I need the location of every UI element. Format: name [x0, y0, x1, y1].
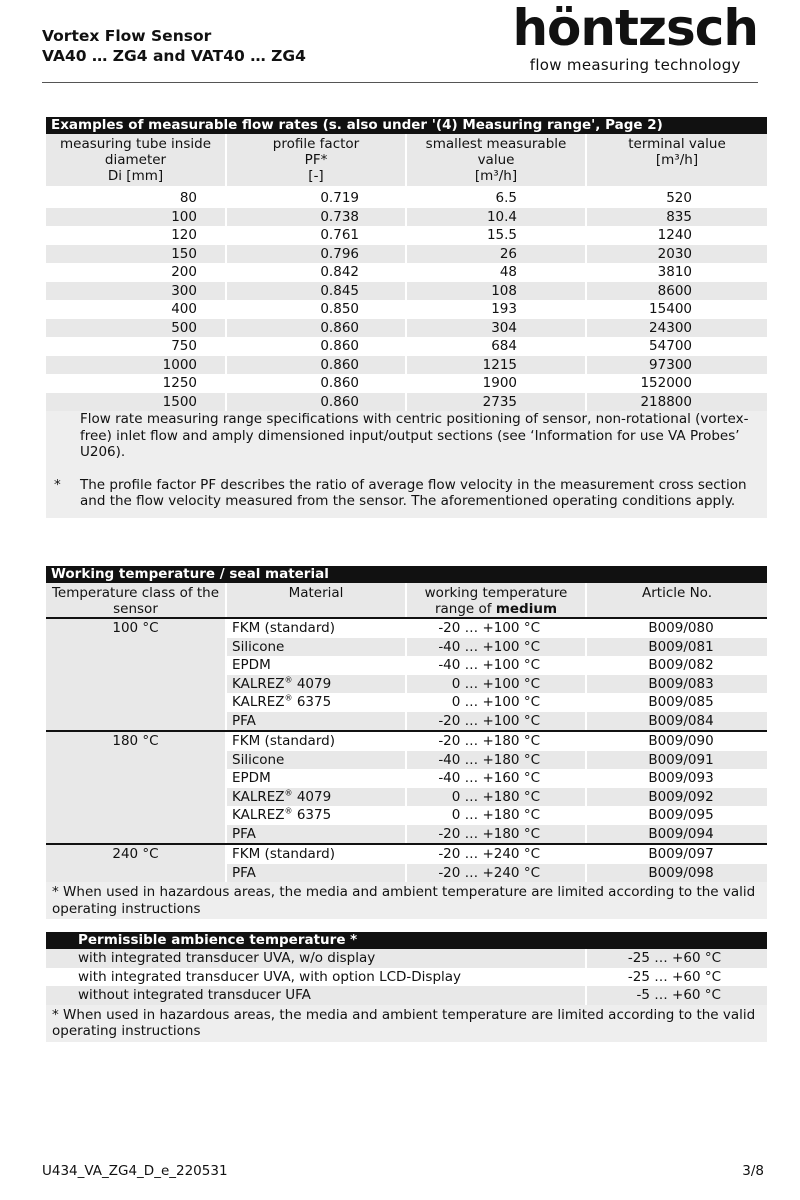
- ambient-table-body: [46, 949, 767, 1005]
- cell-material: Silicone: [227, 751, 407, 770]
- cell-profile-factor: 0.842: [227, 263, 407, 282]
- material-name: KALREZ: [232, 807, 285, 823]
- cell-smallest-value: 48: [407, 263, 587, 282]
- table-row: [227, 712, 767, 731]
- cell-terminal-value: 2030: [657, 245, 692, 262]
- cell-material: [227, 693, 407, 712]
- cell-ambient-range: -25 … +60 °C: [627, 968, 721, 985]
- cell-temperature-class: 240 °C: [46, 845, 227, 882]
- material-name: KALREZ: [232, 675, 285, 692]
- table-row: [227, 864, 767, 883]
- header-temperature-class: Temperature class of the sensor: [46, 583, 227, 617]
- cell-smallest-value: 1215: [407, 356, 587, 375]
- page-number: 3/8: [742, 1163, 764, 1179]
- cell-article-no: B009/092: [648, 788, 714, 805]
- cell-temperature-range: -20 … +100 °C: [407, 712, 587, 731]
- flow-note-1: Flow rate measuring range specifications with centric positioning of sensor, non-rotational (vortex-free) inlet flow and amply dimensioned input/output sections (see ‘Information for use VA Probes’ U206).: [80, 411, 749, 460]
- document-title: [42, 26, 306, 66]
- cell-temperature-range: 0 … +100 °C: [407, 693, 587, 712]
- cell-temperature-range: -40 … +180 °C: [407, 751, 587, 770]
- header-working-temperature: working temperature range of medium: [407, 583, 587, 617]
- table-row: [46, 968, 767, 987]
- table-row: [46, 374, 767, 393]
- cell-article-no: B009/093: [648, 770, 714, 786]
- cell-diameter: 750: [46, 337, 227, 356]
- flow-table-notes: [46, 411, 767, 518]
- temp-table-note: * When used in hazardous areas, the media and ambient temperature are limited according to the valid operating instructions: [46, 882, 767, 919]
- header-divider: [42, 82, 758, 83]
- cell-article-no: B009/084: [648, 712, 714, 729]
- working-temperature-table: [46, 566, 767, 919]
- flow-note-2: The profile factor PF describes the ratio of average flow velocity in the measurement cross section and the flow velocity measured from the sensor. The aforementioned operating conditions apply.: [80, 476, 747, 509]
- table-row: [46, 282, 767, 301]
- header-smallest-value: smallest measurable value [m³/h]: [407, 134, 587, 186]
- table-row: [227, 825, 767, 844]
- header-profile-factor: profile factor PF* [-]: [227, 134, 407, 186]
- material-grade: 6375: [292, 807, 332, 823]
- header-material: Material: [227, 583, 407, 617]
- cell-smallest-value: 2735: [407, 393, 587, 412]
- cell-material: PFA: [227, 712, 407, 731]
- cell-article-no: B009/094: [648, 825, 714, 842]
- logo-wordmark: höntzsch: [512, 0, 758, 57]
- cell-diameter: 500: [46, 319, 227, 338]
- document-id: U434_VA_ZG4_D_e_220531: [42, 1163, 228, 1179]
- cell-temperature-range: -20 … +100 °C: [407, 619, 587, 638]
- registered-mark: ®: [284, 806, 293, 816]
- cell-ambient-range: -25 … +60 °C: [627, 950, 721, 966]
- cell-smallest-value: 10.4: [407, 208, 587, 227]
- cell-smallest-value: 193: [407, 300, 587, 319]
- cell-article-no: B009/090: [648, 733, 714, 749]
- cell-article-no: B009/083: [648, 675, 714, 692]
- title-line-1: Vortex Flow Sensor: [42, 27, 212, 45]
- table-row: [227, 788, 767, 807]
- cell-smallest-value: 15.5: [407, 226, 587, 245]
- cell-ambient-range: -5 … +60 °C: [636, 987, 721, 1003]
- cell-terminal-value: 835: [666, 208, 692, 225]
- cell-temperature-class: 100 °C: [46, 619, 227, 730]
- table-row: [46, 208, 767, 227]
- cell-profile-factor: 0.738: [227, 208, 407, 227]
- cell-diameter: 1000: [46, 356, 227, 375]
- cell-article-no: B009/097: [648, 846, 714, 862]
- cell-temperature-range: 0 … +180 °C: [407, 806, 587, 825]
- table-row: [46, 949, 767, 968]
- cell-temperature-range: -20 … +180 °C: [407, 732, 587, 751]
- cell-terminal-value: 54700: [649, 338, 692, 354]
- table-row: [227, 619, 767, 638]
- cell-profile-factor: 0.845: [227, 282, 407, 301]
- cell-material: PFA: [227, 825, 407, 844]
- cell-temperature-range: -40 … +160 °C: [407, 769, 587, 788]
- cell-material: FKM (standard): [227, 619, 407, 638]
- cell-diameter: 400: [46, 300, 227, 319]
- cell-material: EPDM: [227, 769, 407, 788]
- registered-mark: ®: [284, 788, 293, 797]
- ambient-table-title: Permissible ambience temperature *: [46, 932, 767, 949]
- table-row: [46, 337, 767, 356]
- table-row: [46, 393, 767, 412]
- table-row: [46, 263, 767, 282]
- table-row: [46, 356, 767, 375]
- title-line-2: VA40 … ZG4 and VAT40 … ZG4: [42, 47, 306, 65]
- cell-terminal-value: 24300: [649, 319, 692, 336]
- table-row: [227, 638, 767, 657]
- table-row: [46, 189, 767, 208]
- registered-mark: ®: [284, 675, 293, 684]
- cell-terminal-value: 218800: [640, 393, 692, 410]
- header-terminal-value: terminal value [m³/h]: [628, 136, 726, 168]
- cell-material: EPDM: [227, 656, 407, 675]
- table-row: [227, 845, 767, 864]
- cell-article-no: B009/085: [648, 694, 714, 710]
- temperature-class-rows: [227, 619, 767, 730]
- cell-diameter: 150: [46, 245, 227, 264]
- cell-profile-factor: 0.796: [227, 245, 407, 264]
- flow-table-title: Examples of measurable flow rates (s. also under '(4) Measuring range', Page 2): [46, 117, 767, 134]
- temperature-class-group: [46, 730, 767, 843]
- cell-material: Silicone: [227, 638, 407, 657]
- cell-article-no: B009/080: [648, 620, 714, 636]
- cell-diameter: 80: [46, 189, 227, 208]
- table-row: [227, 769, 767, 788]
- table-row: [227, 732, 767, 751]
- cell-material: [227, 806, 407, 825]
- cell-diameter: 300: [46, 282, 227, 301]
- cell-article-no: B009/098: [648, 864, 714, 881]
- cell-temperature-class: 180 °C: [46, 732, 227, 843]
- cell-temperature-range: 0 … +180 °C: [407, 788, 587, 807]
- flow-table-header: [46, 134, 767, 186]
- cell-terminal-value: 3810: [657, 264, 692, 280]
- cell-diameter: 200: [46, 263, 227, 282]
- material-name: KALREZ: [232, 788, 285, 805]
- cell-article-no: B009/082: [648, 657, 714, 673]
- cell-profile-factor: 0.719: [227, 189, 407, 208]
- cell-terminal-value: 15400: [649, 301, 692, 317]
- hontzsch-logo: [512, 2, 758, 74]
- cell-profile-factor: 0.860: [227, 337, 407, 356]
- cell-article-no: B009/081: [648, 638, 714, 655]
- cell-article-no: B009/091: [648, 751, 714, 768]
- cell-temperature-range: -20 … +180 °C: [407, 825, 587, 844]
- table-row: [46, 300, 767, 319]
- table-row: [227, 693, 767, 712]
- cell-terminal-value: 1240: [657, 227, 692, 243]
- temperature-class-rows: [227, 845, 767, 882]
- cell-ambient-condition: without integrated transducer UFA: [46, 986, 587, 1005]
- cell-material: FKM (standard): [227, 845, 407, 864]
- ambience-temperature-table: [46, 932, 767, 1042]
- cell-ambient-condition: with integrated transducer UVA, with option LCD-Display: [46, 968, 587, 987]
- cell-terminal-value: 8600: [657, 282, 692, 299]
- cell-diameter: 120: [46, 226, 227, 245]
- temp-table-header: [46, 583, 767, 617]
- temperature-class-group: [46, 617, 767, 730]
- flow-table-body: [46, 189, 767, 411]
- cell-terminal-value: 152000: [640, 375, 692, 391]
- table-row: [227, 806, 767, 825]
- cell-temperature-range: -20 … +240 °C: [407, 864, 587, 883]
- cell-article-no: B009/095: [648, 807, 714, 823]
- flow-rate-table: [46, 117, 767, 518]
- table-row: [227, 675, 767, 694]
- header-diameter: measuring tube inside diameter Di [mm]: [46, 134, 227, 186]
- temp-table-title: Working temperature / seal material: [46, 566, 767, 583]
- temp-table-body: [46, 617, 767, 882]
- cell-smallest-value: 6.5: [407, 189, 587, 208]
- cell-material: PFA: [227, 864, 407, 883]
- logo-tagline: flow measuring technology: [529, 56, 741, 74]
- flow-note-2-mark: *: [54, 476, 61, 493]
- cell-smallest-value: 26: [407, 245, 587, 264]
- cell-terminal-value: 97300: [649, 356, 692, 373]
- cell-profile-factor: 0.860: [227, 393, 407, 412]
- cell-material: [227, 788, 407, 807]
- cell-profile-factor: 0.860: [227, 319, 407, 338]
- table-row: [227, 656, 767, 675]
- table-row: [46, 226, 767, 245]
- table-row: [227, 751, 767, 770]
- cell-temperature-range: -40 … +100 °C: [407, 638, 587, 657]
- ambient-table-note: * When used in hazardous areas, the media and ambient temperature are limited according to the valid operating instructions: [46, 1005, 767, 1042]
- temperature-class-rows: [227, 732, 767, 843]
- cell-material: [227, 675, 407, 694]
- cell-profile-factor: 0.850: [227, 300, 407, 319]
- cell-diameter: 100: [46, 208, 227, 227]
- cell-diameter: 1500: [46, 393, 227, 412]
- cell-profile-factor: 0.761: [227, 226, 407, 245]
- cell-ambient-condition: with integrated transducer UVA, w/o display: [46, 949, 587, 968]
- registered-mark: ®: [284, 693, 293, 703]
- material-grade: 4079: [292, 788, 332, 805]
- cell-temperature-range: -20 … +240 °C: [407, 845, 587, 864]
- table-row: [46, 245, 767, 264]
- material-grade: 4079: [292, 675, 332, 692]
- cell-smallest-value: 1900: [407, 374, 587, 393]
- cell-profile-factor: 0.860: [227, 374, 407, 393]
- cell-smallest-value: 684: [407, 337, 587, 356]
- cell-profile-factor: 0.860: [227, 356, 407, 375]
- cell-diameter: 1250: [46, 374, 227, 393]
- cell-material: FKM (standard): [227, 732, 407, 751]
- cell-terminal-value: 520: [666, 190, 692, 206]
- temperature-class-group: [46, 843, 767, 882]
- table-row: [46, 319, 767, 338]
- material-grade: 6375: [292, 694, 332, 710]
- table-row: [46, 986, 767, 1005]
- cell-smallest-value: 304: [407, 319, 587, 338]
- material-name: KALREZ: [232, 694, 285, 710]
- cell-temperature-range: -40 … +100 °C: [407, 656, 587, 675]
- cell-smallest-value: 108: [407, 282, 587, 301]
- cell-temperature-range: 0 … +100 °C: [407, 675, 587, 694]
- header-article-no: Article No.: [641, 585, 712, 601]
